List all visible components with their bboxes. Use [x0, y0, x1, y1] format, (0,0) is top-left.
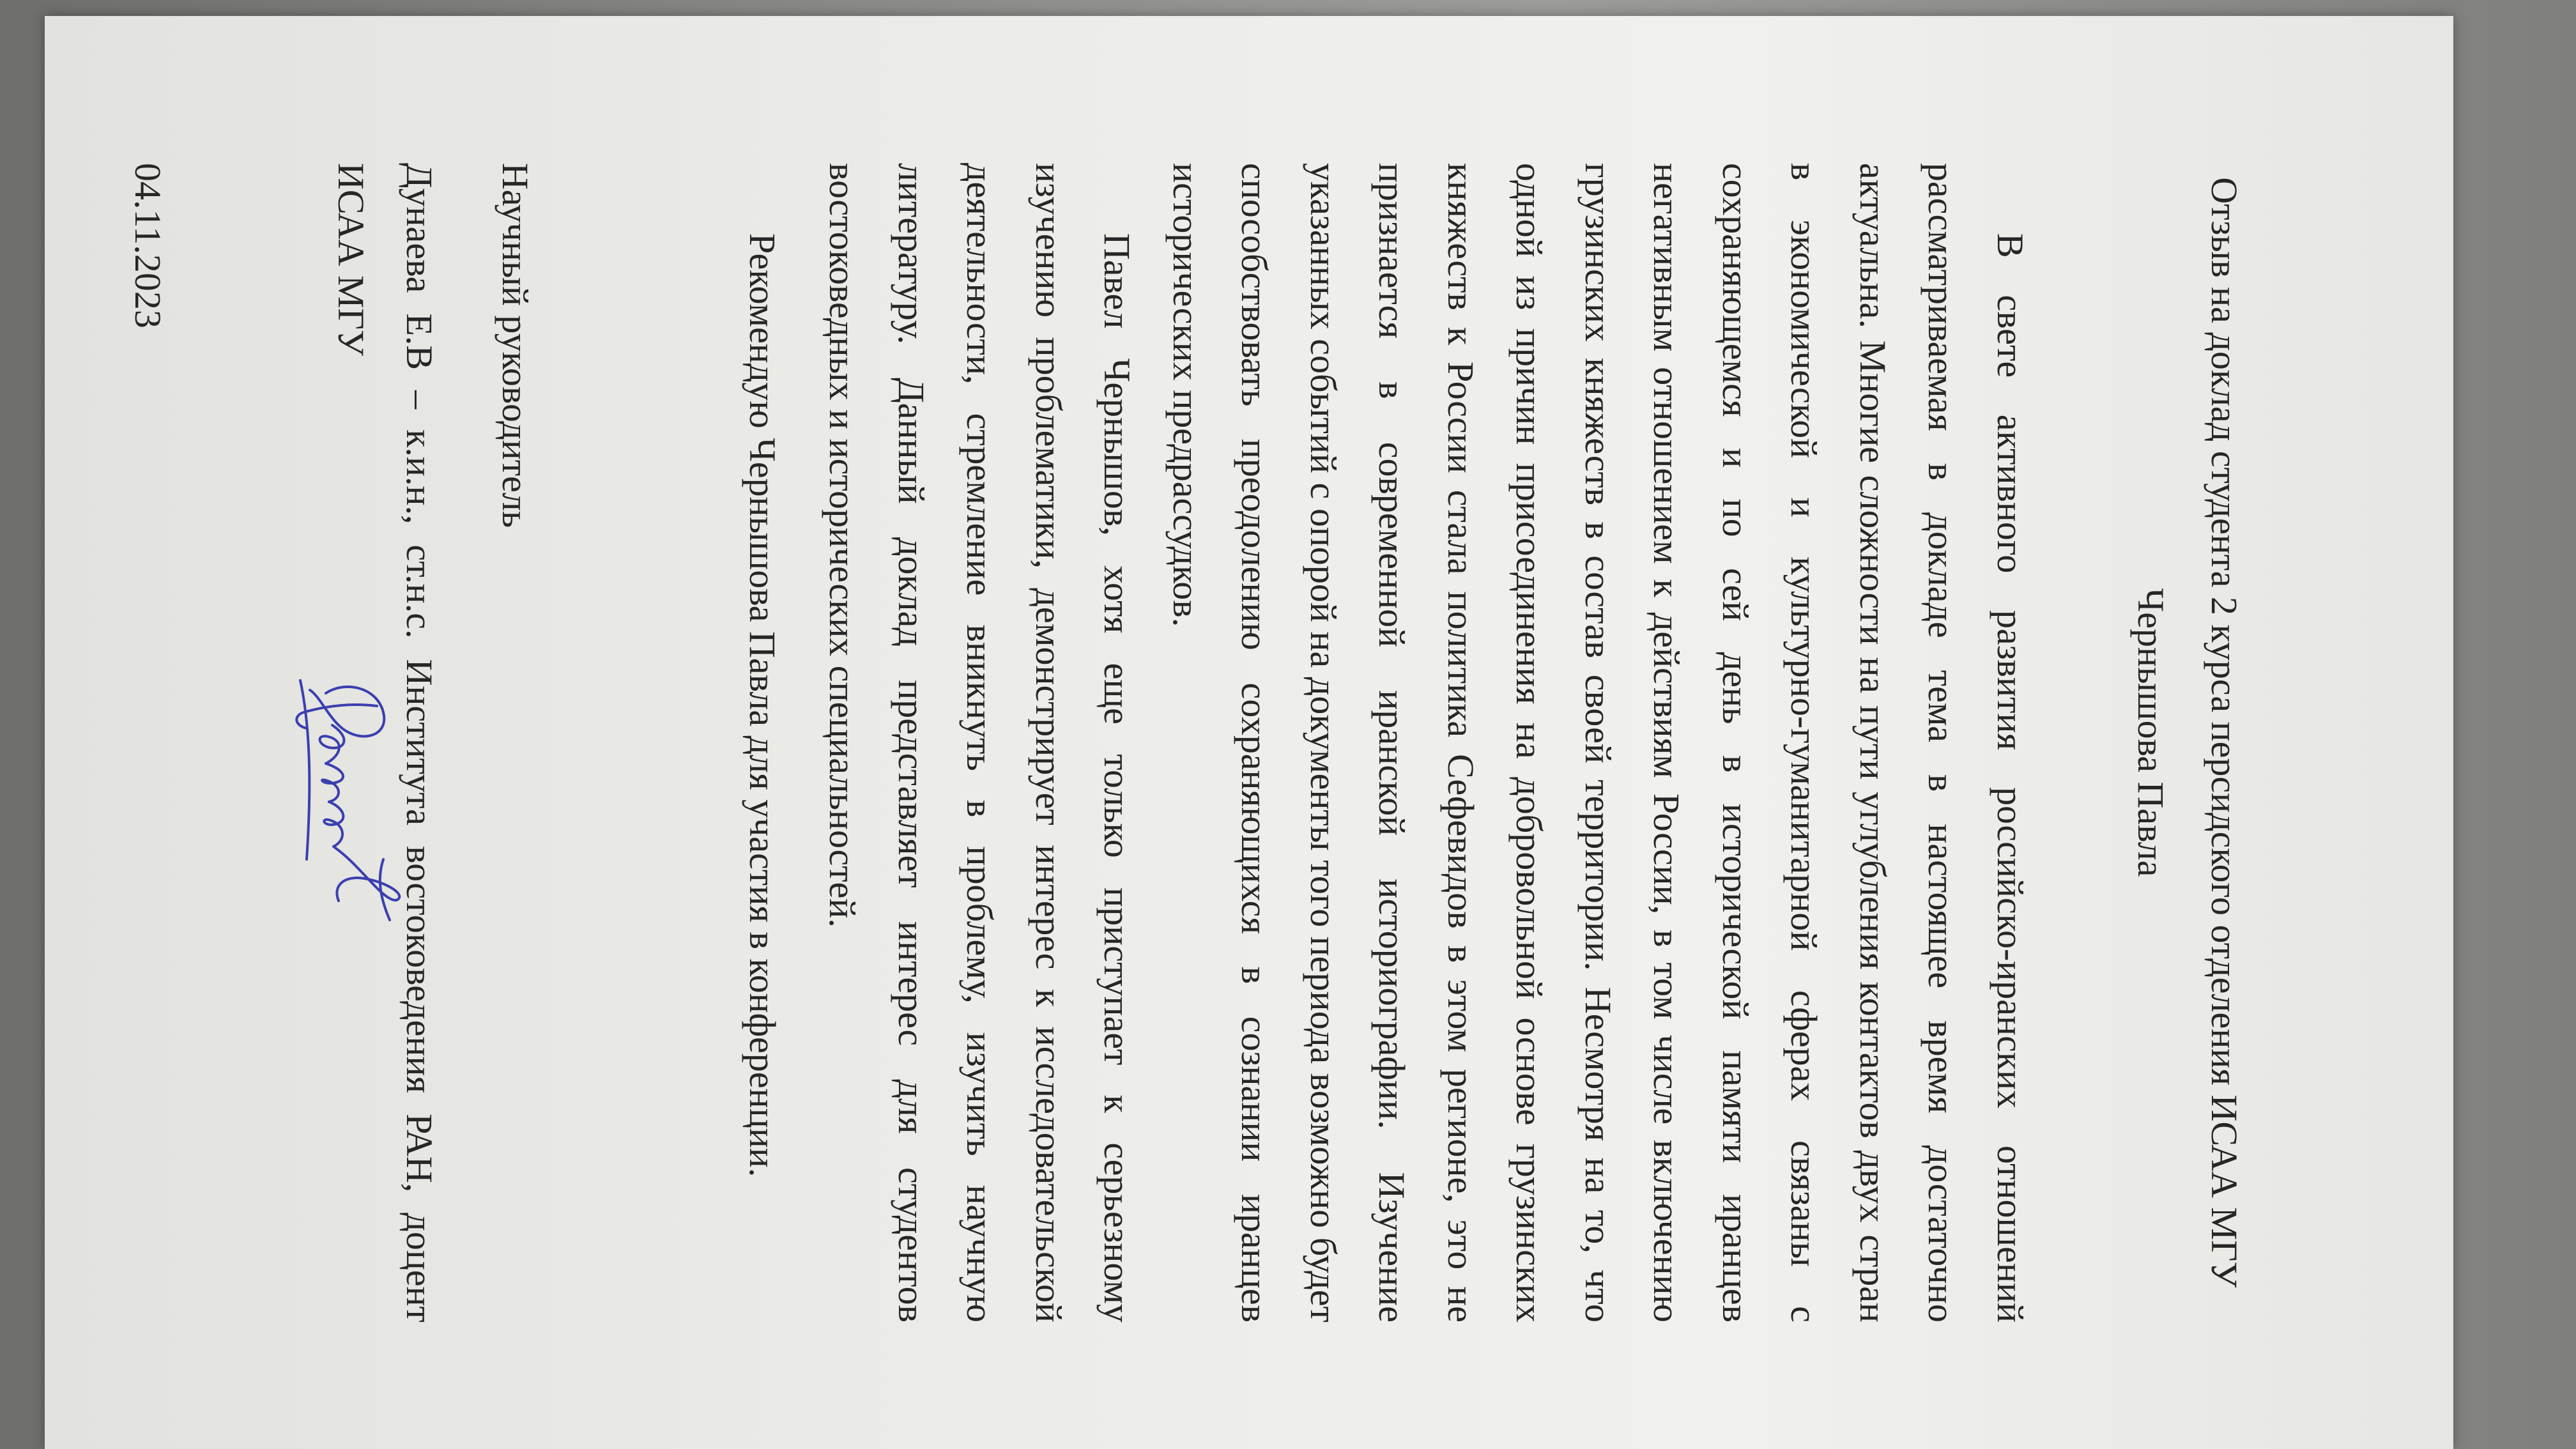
document-title: Отзыв на доклад студента 2 курса персидского отделения ИСАА МГУ: [2204, 177, 2245, 1288]
supervisor-label: Научный руководитель: [494, 163, 536, 528]
recommendation-text: Рекомендую Чернышова Павла для участия в конференции.: [742, 233, 783, 1177]
document-page: [45, 16, 2453, 1449]
paragraph: Павел Чернышов, хотя еще только приступает к серьезному изучению проблематики, демонстрирует интерес к исследовательской деятельности, стремление вникнуть в проблему, изучить научную литературу. Данный доклад представляет интерес для студентов востоковедных и исторических специальностей.: [822, 163, 1138, 1322]
review-body: [728, 163, 2045, 1322]
student-name: Чернышова Павла: [2130, 588, 2172, 877]
paragraph: В свете активного развития российско-иранских отношений рассматриваемая в докладе тема в настоящее время достаточно актуальна. Многие сложности на пути углубления контактов двух стран в экономической и культурно-гуманитарной сферах связаны с сохраняющемся и по сей день в исторической памяти иранцев негативным отношением к действиям России, в том числе включению грузинских княжеств в состав своей территории. Несмотря на то, что одной из причин присоединения на добровольной основе грузинских княжеств к России стала политика Сефевидов в этом регионе, это не признается в современной иранской историографии. Изучение указанных событий с опорой на документы того периода возможно будет способствовать преодолению сохраняющихся в сознании иранцев исторических предрассудков.: [1165, 163, 2031, 1322]
author-signature-line: Дунаева Е.В – к.и.н., ст.н.с. Института востоковедения РАН, доцент ИСАА МГУ: [330, 163, 440, 1322]
handwritten-signature: [275, 668, 422, 936]
document-date: 04.11.2023: [127, 163, 169, 328]
